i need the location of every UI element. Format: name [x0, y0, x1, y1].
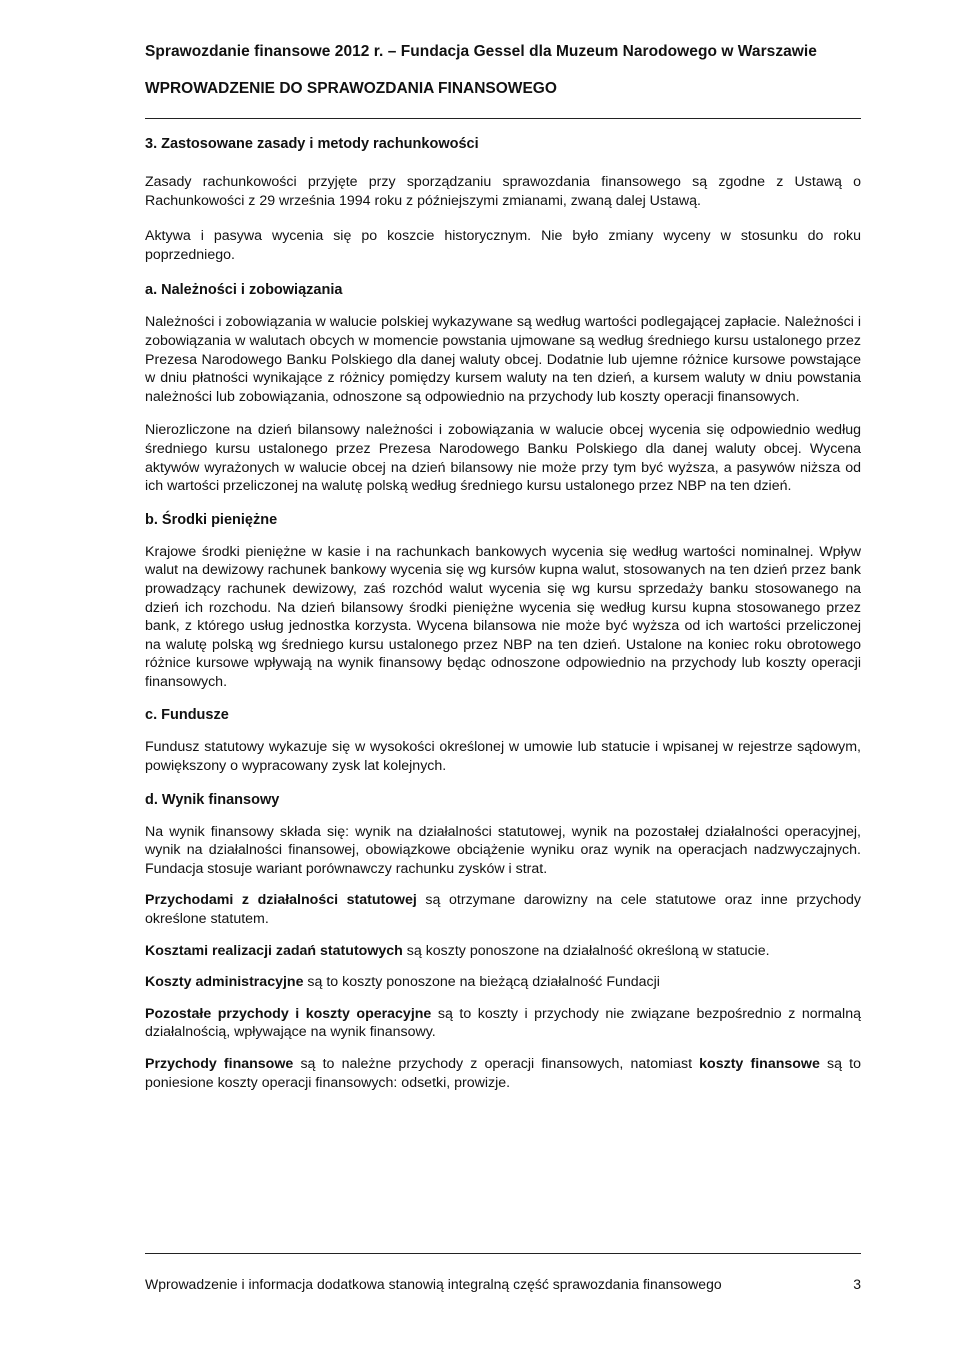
subsection-b-paragraph: Krajowe środki pieniężne w kasie i na rachunkach bankowych wycenia się według wartości nominalnej. Wpływ walut na dewizowy rachunek bankowy wycenia się wg kursów kupna walut, stosowanych na ten dzień przez bank prowadzący rachunek dewizowy, zaś rozchód walut wycenia się wg kursu sprzedaży banku stosowanego na dzień ich rozchodu. Na dzień bilansowy środki pieniężne wycenia się według kursu kupna stosowanego przez bank, z którego usług jednostka korzysta. Wycena bilansowa nie może być wyższa od ich wartości przeliczonej na walutę polską wg średniego kursu ustalonego przez NBP na ten dzień. Ustalone na koniec roku obrotowego różnice kursowe wpływają na wynik finansowy będąc odnoszone odpowiednio na przychody lub koszty operacji finansowych.: [145, 543, 861, 690]
footer-text: Wprowadzenie i informacja dodatkowa stanowią integralną część sprawozdania finansowego: [145, 1276, 722, 1292]
section-heading: 3. Zastosowane zasady i metody rachunkowości: [145, 136, 479, 152]
definition-term: koszty finansowe: [699, 1056, 820, 1072]
definition-text: są otrzymane darowizny na cele statutowe oraz inne przychody określone statutem.: [145, 892, 861, 928]
document-header-title: Sprawozdanie finansowe 2012 r. – Fundacja Gessel dla Muzeum Narodowego w Warszawie: [145, 43, 817, 60]
definition-text: są to koszty ponoszone na bieżącą działalność Fundacji: [303, 974, 660, 991]
document-header-subtitle: WPROWADZENIE DO SPRAWOZDANIA FINANSOWEGO: [145, 80, 557, 97]
definition-other-operating: [145, 1005, 861, 1042]
subsection-heading-d: d. Wynik finansowy: [145, 791, 280, 808]
subsection-c-paragraph: Fundusz statutowy wykazuje się w wysokości określonej w umowie lub statucie i wpisanej w rejestrze sądowym, powiększony o wypracowany zysk lat kolejnych.: [145, 739, 861, 775]
page-footer: [145, 1276, 861, 1292]
footer-rule: [145, 1253, 861, 1254]
subsection-heading-b: b. Środki pieniężne: [145, 511, 278, 528]
document-body: [145, 135, 861, 1092]
definition-text: są to poniesione koszty operacji finansowych: odsetki, prowizje.: [145, 1056, 861, 1091]
definition-term: Pozostałe przychody i koszty operacyjne: [145, 1005, 432, 1022]
definition-term: Kosztami realizacji zadań statutowych: [145, 942, 403, 959]
definition-statutory-revenue: [145, 891, 861, 928]
definition-text: są to należne przychody z operacji finansowych, natomiast: [293, 1056, 700, 1072]
subsection-a-paragraph-1: Należności i zobowiązania w walucie polskiej wykazywane są według wartości podlegającej zapłacie. Należności i zobowiązania w walutach obcych w momencie powstania ujmowane są według średniego kursu ustalonego przez Prezesa Narodowego Banku Polskiego dla danej waluty obcej. Dodatnie lub ujemne różnice kursowe powstające w dniu płatności wynikające z różnicy pomiędzy kursem waluty na ten dzień, a kursem waluty w dniu powstania należności lub zobowiązania, odnoszone są odpowiednio na przychody lub koszty operacji finansowych.: [145, 314, 861, 405]
page-number: 3: [853, 1276, 861, 1292]
subsection-heading-a: a. Należności i zobowiązania: [145, 282, 343, 299]
subsection-a-paragraph-2: Nierozliczone na dzień bilansowy należności i zobowiązania w walucie obcej wycenia się odpowiednio według średniego kursu ustalonego przez Prezesa Narodowego Banku Polskiego dla danej waluty obcej. Wycena aktywów wyrażonych w walucie obcej na dzień bilansowy nie może przy tym być wyższa, a pasywów niższa od ich wartości przeliczonej na walutę polską według średniego kursu ustalonego przez NBP na ten dzień.: [145, 422, 861, 495]
header-rule: [145, 118, 861, 119]
section-intro-paragraph-2: Aktywa i pasywa wycenia się po koszcie historycznym. Nie było zmiany wyceny w stosunku do roku poprzedniego.: [145, 228, 861, 263]
subsection-d-paragraph: Na wynik finansowy składa się: wynik na działalności statutowej, wynik na pozostałej działalności operacyjnej, wynik na działalności finansowej, obowiązkowe obciążenie wyniku oraz wynik na operacjach nadzwyczajnych. Fundacja stosuje wariant porównawczy rachunku zysków i strat.: [145, 823, 861, 877]
definition-text: są koszty ponoszone na działalność określoną w statucie.: [402, 942, 770, 959]
definition-financial: [145, 1055, 861, 1092]
subsection-heading-c: c. Fundusze: [145, 707, 229, 724]
definition-statutory-costs: [145, 942, 861, 961]
definition-term: Przychody finansowe: [145, 1056, 294, 1072]
definition-term: Przychodami z działalności statutowej: [145, 892, 417, 909]
definition-administrative-costs: [145, 973, 861, 992]
definition-text: są to koszty i przychody nie związane bezpośrednio z normalną działalnością, wpływające na wynik finansowy.: [145, 1005, 861, 1041]
definition-term: Koszty administracyjne: [145, 974, 304, 991]
section-intro-paragraph: Zasady rachunkowości przyjęte przy sporządzaniu sprawozdania finansowego są zgodne z Ustawą o Rachunkowości z 29 września 1994 roku z późniejszymi zmianami, zwaną dalej Ustawą.: [145, 174, 861, 209]
